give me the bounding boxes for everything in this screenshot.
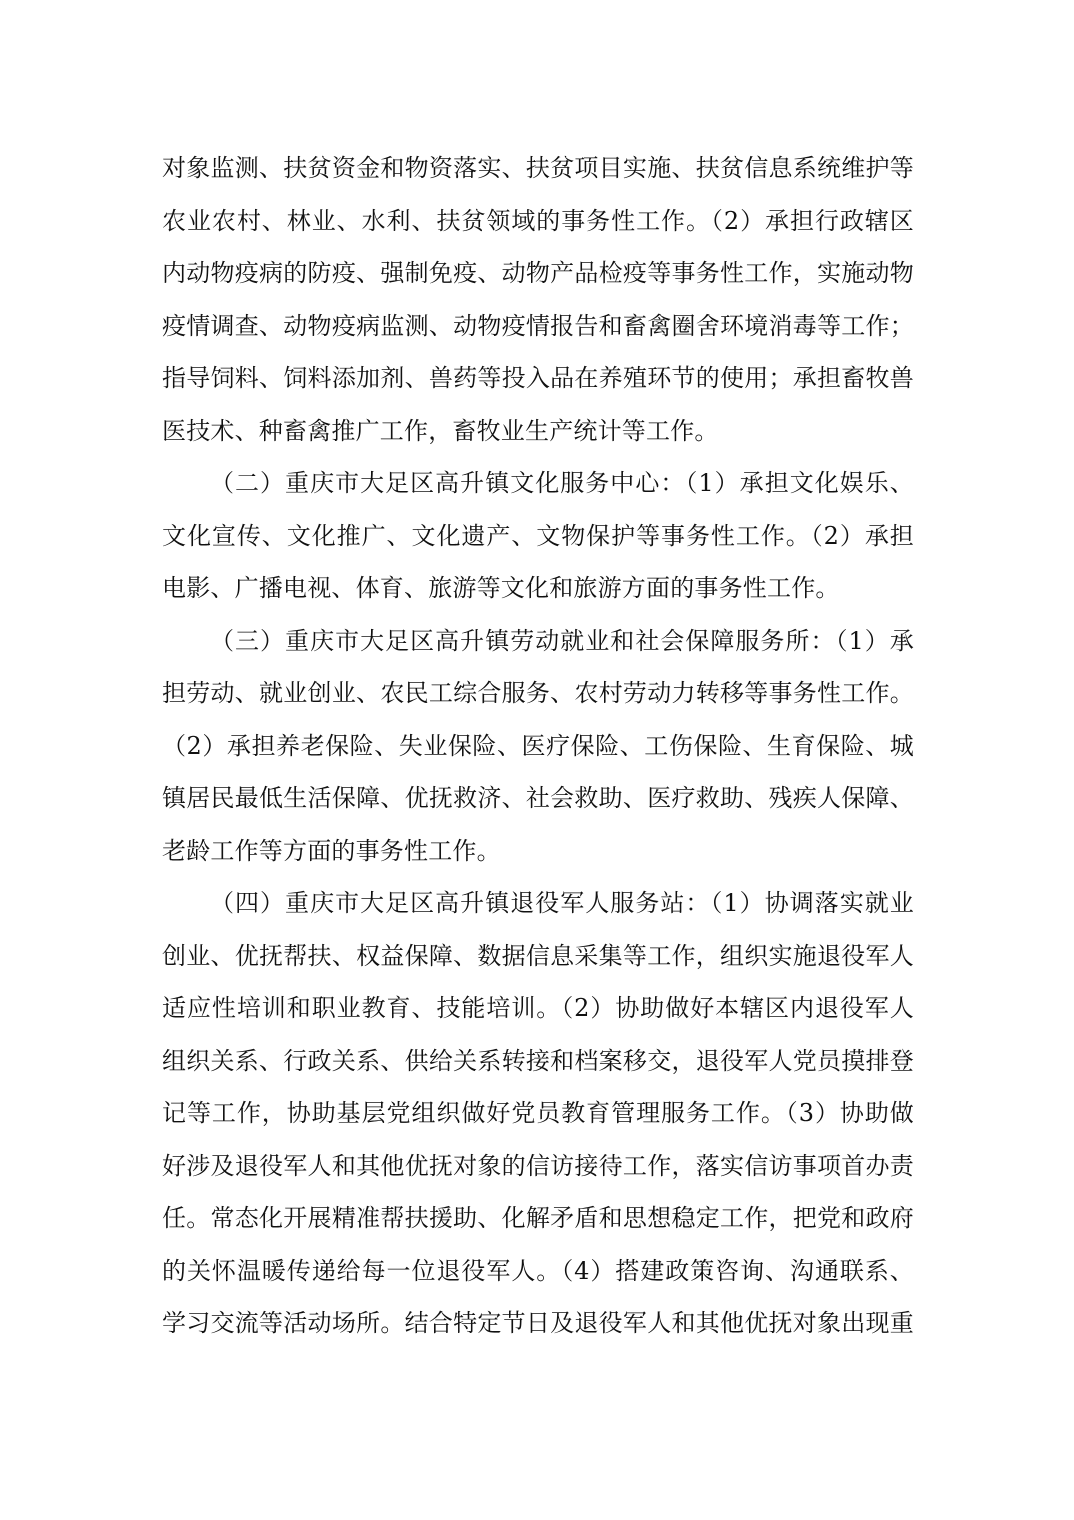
text-line: 学习交流等活动场所。结合特定节日及退役军人和其他优抚对象出现重 — [162, 1309, 914, 1337]
text-line: 内动物疫病的防疫、强制免疫、动物产品检疫等事务性工作，实施动物 — [162, 259, 914, 287]
paragraph-heading-line: （三）重庆市大足区高升镇劳动就业和社会保障服务所：（1）承 — [210, 626, 914, 655]
text-line: 担劳动、就业创业、农民工综合服务、农村劳动力转移等事务性工作。 — [162, 679, 914, 707]
text-line: 组织关系、行政关系、供给关系转接和档案移交，退役军人党员摸排登 — [162, 1046, 914, 1075]
text-line: 文化宣传、文化推广、文化遗产、文物保护等事务性工作。（2）承担 — [162, 521, 914, 550]
text-line: 对象监测、扶贫资金和物资落实、扶贫项目实施、扶贫信息系统维护等 — [162, 154, 914, 182]
text-line: 创业、优抚帮扶、权益保障、数据信息采集等工作，组织实施退役军人 — [162, 941, 914, 970]
text-line: 电影、广播电视、体育、旅游等文化和旅游方面的事务性工作。 — [162, 574, 840, 602]
text-line: 农业农村、林业、水利、扶贫领域的事务性工作。（2）承担行政辖区 — [162, 206, 914, 235]
text-line: 好涉及退役军人和其他优抚对象的信访接待工作，落实信访事项首办责 — [162, 1151, 914, 1180]
paragraph-heading-line: （四）重庆市大足区高升镇退役军人服务站：（1）协调落实就业 — [210, 889, 914, 917]
text-line: 指导饲料、饲料添加剂、兽药等投入品在养殖环节的使用；承担畜牧兽 — [162, 364, 914, 392]
text-line: （2）承担养老保险、失业保险、医疗保险、工伤保险、生育保险、城 — [162, 731, 914, 760]
text-line: 疫情调查、动物疫病监测、动物疫情报告和畜禽圈舍环境消毒等工作； — [162, 311, 914, 340]
text-line: 老龄工作等方面的事务性工作。 — [162, 836, 501, 865]
text-line: 医技术、种畜禽推广工作，畜牧业生产统计等工作。 — [162, 416, 719, 445]
text-line: 的关怀温暖传递给每一位退役军人。（4）搭建政策咨询、沟通联系、 — [162, 1256, 914, 1285]
text-line: 记等工作，协助基层党组织做好党员教育管理服务工作。（3）协助做 — [162, 1099, 914, 1127]
paragraph-heading-line: （二）重庆市大足区高升镇文化服务中心：（1）承担文化娱乐、 — [210, 469, 914, 497]
document-body — [162, 142, 914, 1350]
text-line: 镇居民最低生活保障、优抚救济、社会救助、医疗救助、残疾人保障、 — [162, 784, 914, 812]
text-line: 任。常态化开展精准帮扶援助、化解矛盾和思想稳定工作，把党和政府 — [162, 1204, 914, 1232]
text-line: 适应性培训和职业教育、技能培训。（2）协助做好本辖区内退役军人 — [162, 994, 914, 1022]
